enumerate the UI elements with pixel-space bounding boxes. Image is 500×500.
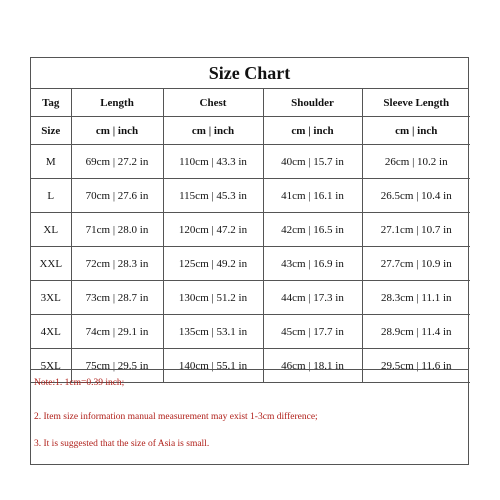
unit-label: cm | inch: [163, 117, 263, 145]
shoulder-cell: 45cm | 17.7 in: [263, 315, 362, 349]
sleeve-cell: 29.5cm | 11.6 in: [362, 349, 470, 383]
size-cell: XL: [31, 213, 71, 247]
chest-header: Chest: [163, 89, 263, 117]
chest-cell: 120cm | 47.2 in: [163, 213, 263, 247]
size-chart-frame: [30, 57, 469, 465]
table-row: [31, 281, 470, 315]
length-header: Length: [71, 89, 163, 117]
chest-cell: 140cm | 55.1 in: [163, 349, 263, 383]
size-cell: XXL: [31, 247, 71, 281]
chest-cell: 125cm | 49.2 in: [163, 247, 263, 281]
table-row: [31, 315, 470, 349]
sleeve-length-header: Sleeve Length: [362, 89, 470, 117]
table-row: [31, 213, 470, 247]
chest-cell: 130cm | 51.2 in: [163, 281, 263, 315]
unit-label: cm | inch: [263, 117, 362, 145]
chest-cell: 135cm | 53.1 in: [163, 315, 263, 349]
unit-label: cm | inch: [71, 117, 163, 145]
tag-header: Tag: [31, 89, 71, 117]
table-row: [31, 179, 470, 213]
shoulder-cell: 41cm | 16.1 in: [263, 179, 362, 213]
length-cell: 75cm | 29.5 in: [71, 349, 163, 383]
shoulder-header: Shoulder: [263, 89, 362, 117]
sleeve-cell: 26.5cm | 10.4 in: [362, 179, 470, 213]
size-cell: 5XL: [31, 349, 71, 383]
shoulder-cell: 46cm | 18.1 in: [263, 349, 362, 383]
sleeve-cell: 26cm | 10.2 in: [362, 145, 470, 179]
note-1: Note:1. 1cm=0.39 inch;: [34, 378, 125, 388]
notes-section: [31, 369, 468, 465]
table-row: [31, 247, 470, 281]
chest-cell: 110cm | 43.3 in: [163, 145, 263, 179]
length-cell: 74cm | 29.1 in: [71, 315, 163, 349]
shoulder-cell: 43cm | 16.9 in: [263, 247, 362, 281]
shoulder-cell: 42cm | 16.5 in: [263, 213, 362, 247]
chart-title: Size Chart: [31, 58, 468, 89]
size-table: [31, 89, 470, 383]
note-3: 3. It is suggested that the size of Asia is small.: [34, 439, 210, 449]
table-row: [31, 145, 470, 179]
sleeve-cell: 28.3cm | 11.1 in: [362, 281, 470, 315]
length-cell: 69cm | 27.2 in: [71, 145, 163, 179]
unit-row: [31, 117, 470, 145]
size-header: Size: [31, 117, 71, 145]
size-cell: 4XL: [31, 315, 71, 349]
size-cell: 3XL: [31, 281, 71, 315]
length-cell: 70cm | 27.6 in: [71, 179, 163, 213]
header-row: [31, 89, 470, 117]
size-cell: M: [31, 145, 71, 179]
unit-label: cm | inch: [362, 117, 470, 145]
length-cell: 73cm | 28.7 in: [71, 281, 163, 315]
size-cell: L: [31, 179, 71, 213]
note-2: 2. Item size information manual measurement may exist 1-3cm difference;: [34, 412, 318, 422]
shoulder-cell: 40cm | 15.7 in: [263, 145, 362, 179]
length-cell: 71cm | 28.0 in: [71, 213, 163, 247]
sleeve-cell: 27.1cm | 10.7 in: [362, 213, 470, 247]
sleeve-cell: 28.9cm | 11.4 in: [362, 315, 470, 349]
chest-cell: 115cm | 45.3 in: [163, 179, 263, 213]
length-cell: 72cm | 28.3 in: [71, 247, 163, 281]
sleeve-cell: 27.7cm | 10.9 in: [362, 247, 470, 281]
shoulder-cell: 44cm | 17.3 in: [263, 281, 362, 315]
